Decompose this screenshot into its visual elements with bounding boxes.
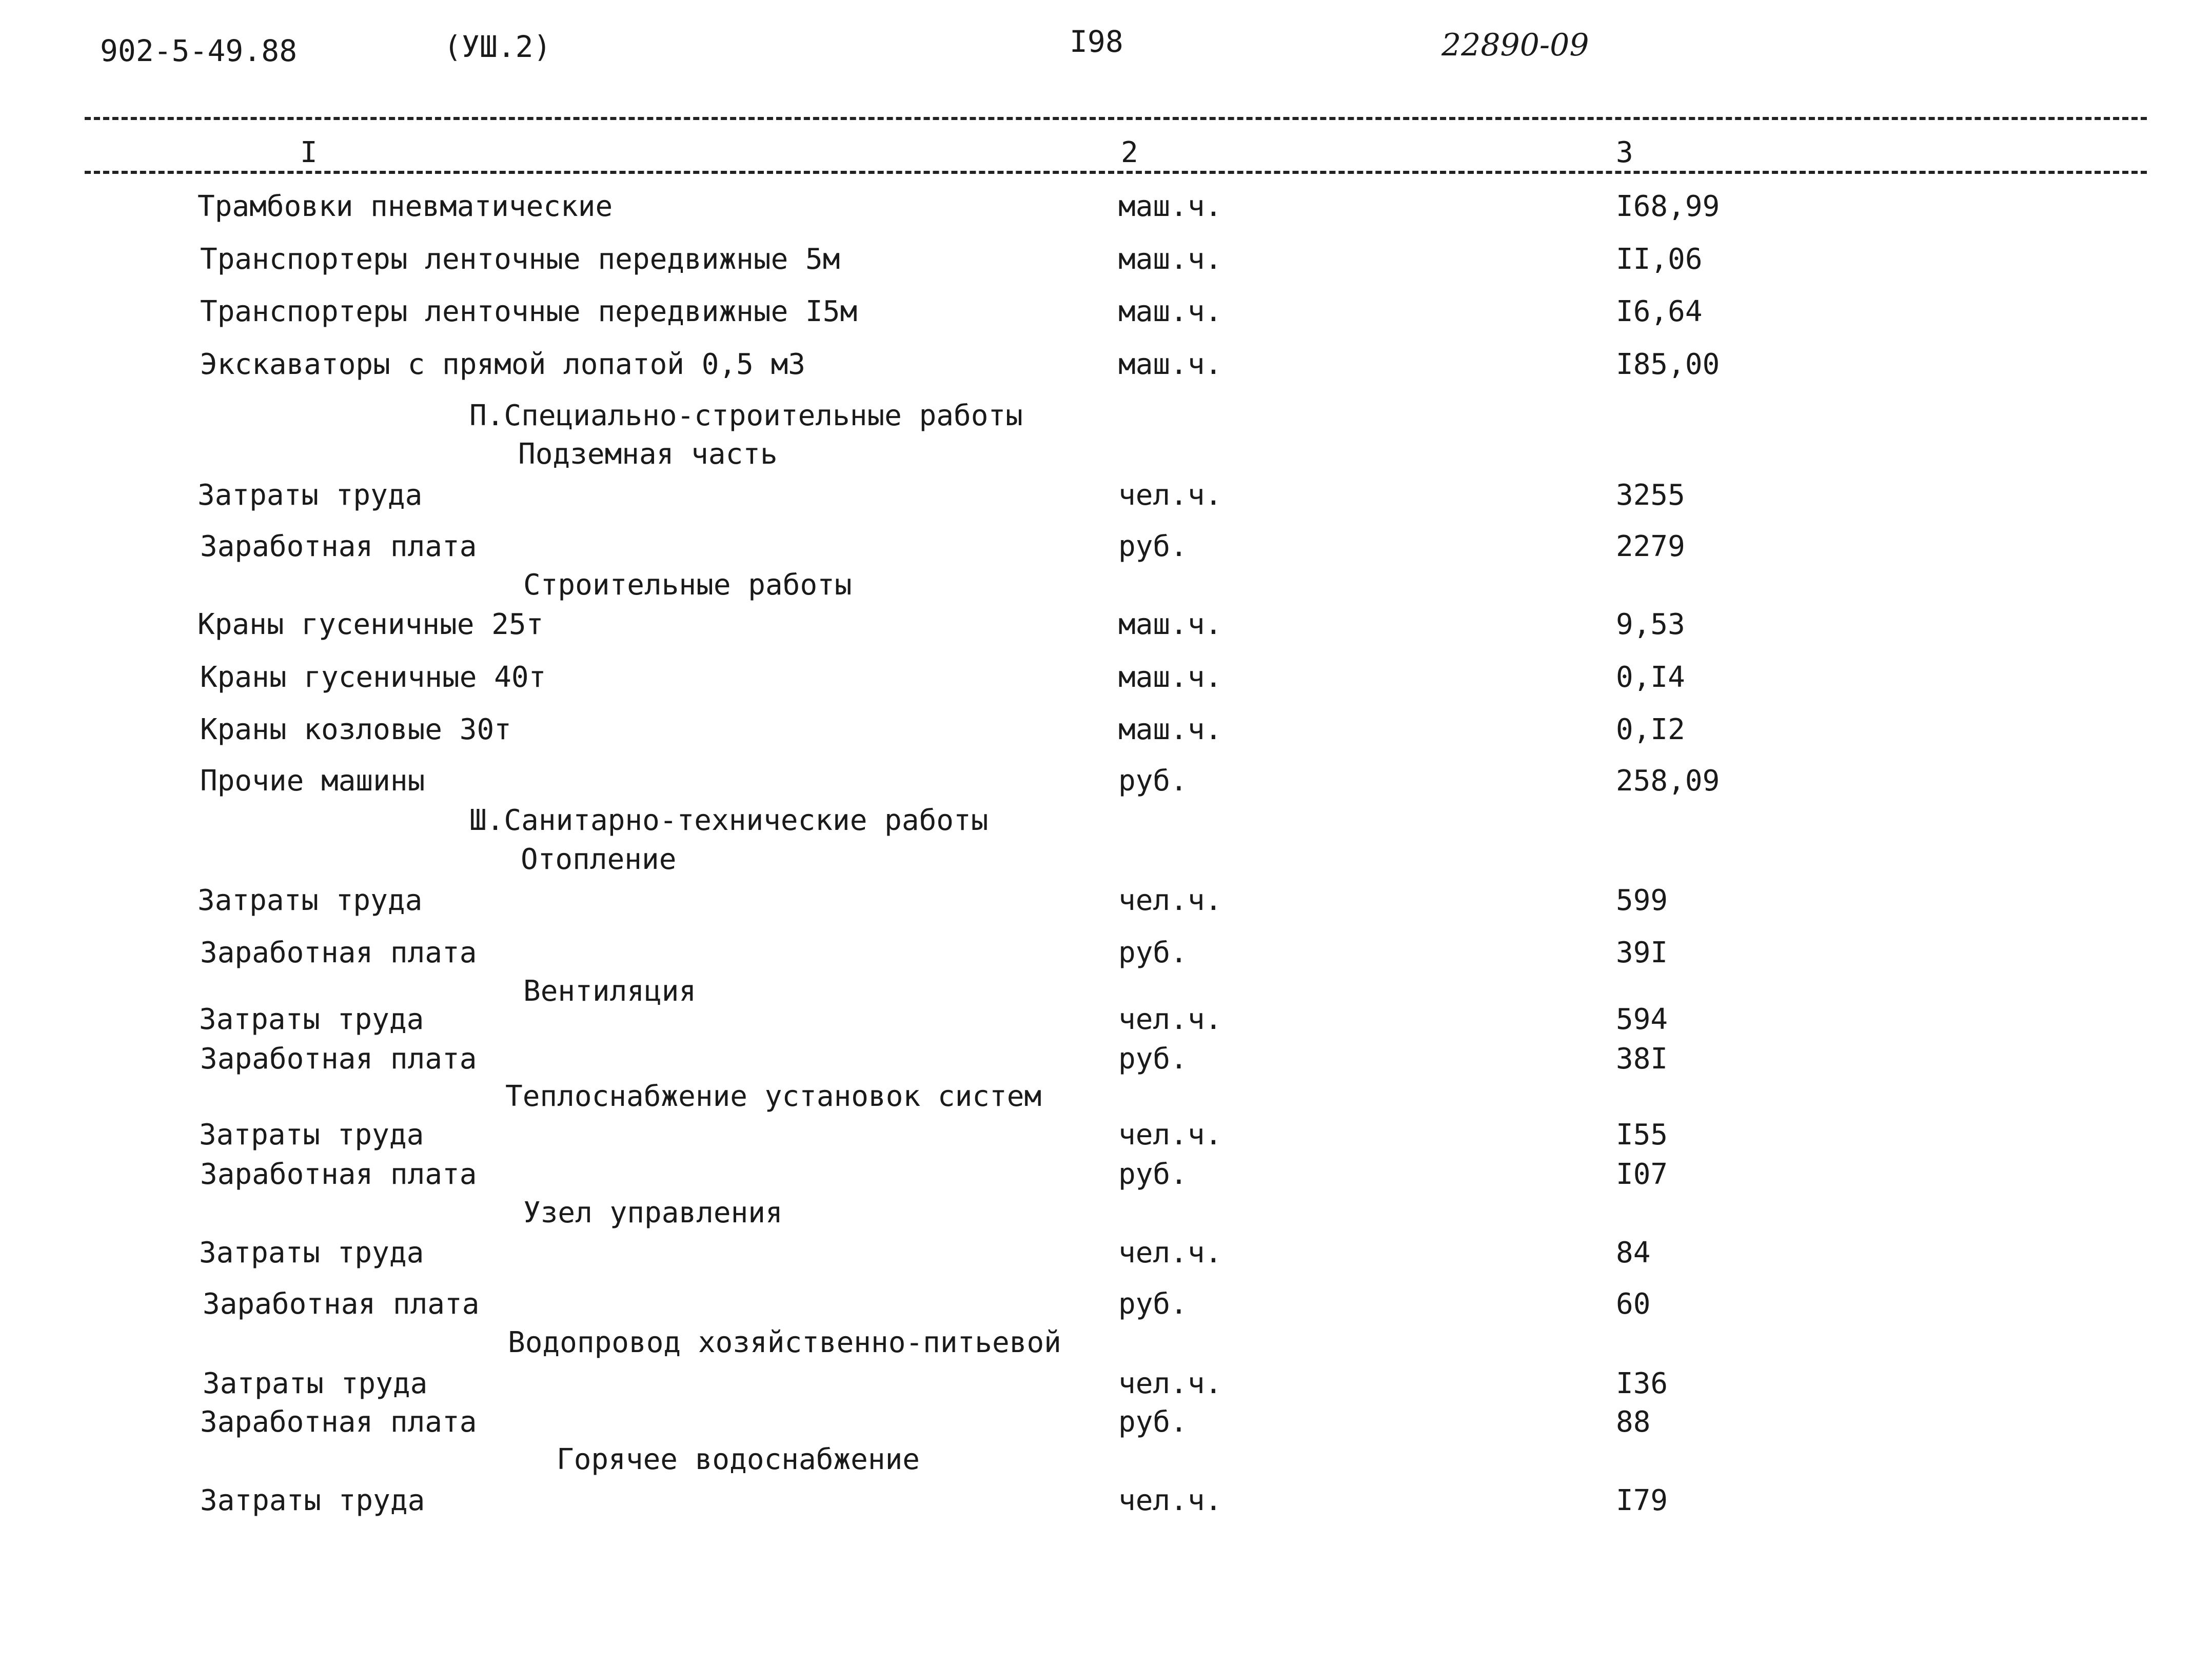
row-name: Затраты труда [200,1484,425,1517]
subsection-heading: Подземная часть [518,438,778,471]
row-value: II,06 [1616,243,1703,276]
column-header-2: 2 [1121,136,1138,169]
row-unit: чел.ч. [1118,1003,1222,1036]
subsection-heading: Отопление [521,843,677,876]
row-value: 2279 [1616,530,1685,563]
row-value: 594 [1616,1003,1668,1036]
row-name: Транспортеры ленточные передвижные I5м [200,295,858,328]
row-unit: руб. [1118,1158,1188,1191]
subsection-heading: Горячее водоснабжение [557,1443,920,1476]
row-name: Заработная плата [200,1405,477,1439]
row-name: Затраты труда [199,1003,424,1036]
row-name: Заработная плата [200,1158,477,1191]
row-name: Затраты труда [198,479,423,512]
section-heading: Ш.Санитарно-технические работы [469,804,989,837]
row-unit: маш.ч. [1118,190,1222,223]
row-name: Затраты труда [199,1236,424,1270]
subsection-heading: Строительные работы [523,568,852,602]
column-header-1: I [300,136,318,169]
row-name: Заработная плата [200,530,477,563]
section-heading: П.Специально-строительные работы [469,399,1023,432]
row-unit: маш.ч. [1118,713,1222,746]
row-value: I36 [1616,1367,1668,1400]
row-name: Экскаваторы с прямой лопатой 0,5 м3 [200,348,806,381]
row-unit: маш.ч. [1118,243,1222,276]
row-unit: чел.ч. [1118,1236,1222,1270]
row-name: Заработная плата [203,1287,480,1321]
row-name: Затраты труда [198,884,423,917]
table-top-rule [85,117,2147,120]
subsection-heading: Водопровод хозяйственно-питьевой [508,1326,1061,1359]
row-name: Затраты труда [199,1118,424,1152]
row-name: Заработная плата [200,1042,477,1076]
row-value: I6,64 [1616,295,1703,328]
subsection-heading: Узел управления [523,1196,783,1229]
row-unit: руб. [1118,1405,1188,1439]
inventory-stamp: 22890-09 [1441,27,1589,63]
row-unit: чел.ч. [1118,884,1222,917]
row-name: Краны козловые 30т [200,713,511,746]
row-unit: чел.ч. [1118,1118,1222,1152]
row-unit: маш.ч. [1118,608,1222,641]
row-value: 3255 [1616,479,1685,512]
row-value: 9,53 [1616,608,1685,641]
row-unit: руб. [1118,764,1188,798]
row-unit: чел.ч. [1118,479,1222,512]
row-unit: чел.ч. [1118,1484,1222,1517]
row-unit: чел.ч. [1118,1367,1222,1400]
row-name: Трамбовки пневматические [198,190,613,223]
row-unit: маш.ч. [1118,295,1222,328]
row-value: 60 [1616,1287,1651,1321]
row-name: Краны гусеничные 40т [200,661,546,694]
row-unit: руб. [1118,530,1188,563]
subsection-heading: Вентиляция [523,975,697,1008]
row-value: 0,I2 [1616,713,1685,746]
row-value: 88 [1616,1405,1651,1439]
row-value: 84 [1616,1236,1651,1270]
row-value: I79 [1616,1484,1668,1517]
document-code: 902-5-49.88 [100,33,298,68]
row-value: I55 [1616,1118,1668,1152]
subsection-heading: Теплоснабжение установок систем [505,1080,1042,1113]
column-header-3: 3 [1616,136,1633,169]
row-name: Прочие машины [200,764,425,798]
row-value: I07 [1616,1158,1668,1191]
row-name: Краны гусеничные 25т [198,608,544,641]
row-name: Транспортеры ленточные передвижные 5м [200,243,840,276]
row-value: I85,00 [1616,348,1720,381]
section-code: (УШ.2) [444,29,551,64]
row-value: 599 [1616,884,1668,917]
row-value: 0,I4 [1616,661,1685,694]
row-unit: руб. [1118,1042,1188,1076]
row-value: I68,99 [1616,190,1720,223]
row-value: 39I [1616,936,1668,969]
row-unit: руб. [1118,1287,1188,1321]
row-unit: маш.ч. [1118,348,1222,381]
row-value: 38I [1616,1042,1668,1076]
row-unit: маш.ч. [1118,661,1222,694]
row-unit: руб. [1118,936,1188,969]
page-number: I98 [1070,24,1123,59]
row-name: Затраты труда [203,1367,428,1400]
row-value: 258,09 [1616,764,1720,798]
row-name: Заработная плата [200,936,477,969]
table-header-rule [85,171,2147,174]
